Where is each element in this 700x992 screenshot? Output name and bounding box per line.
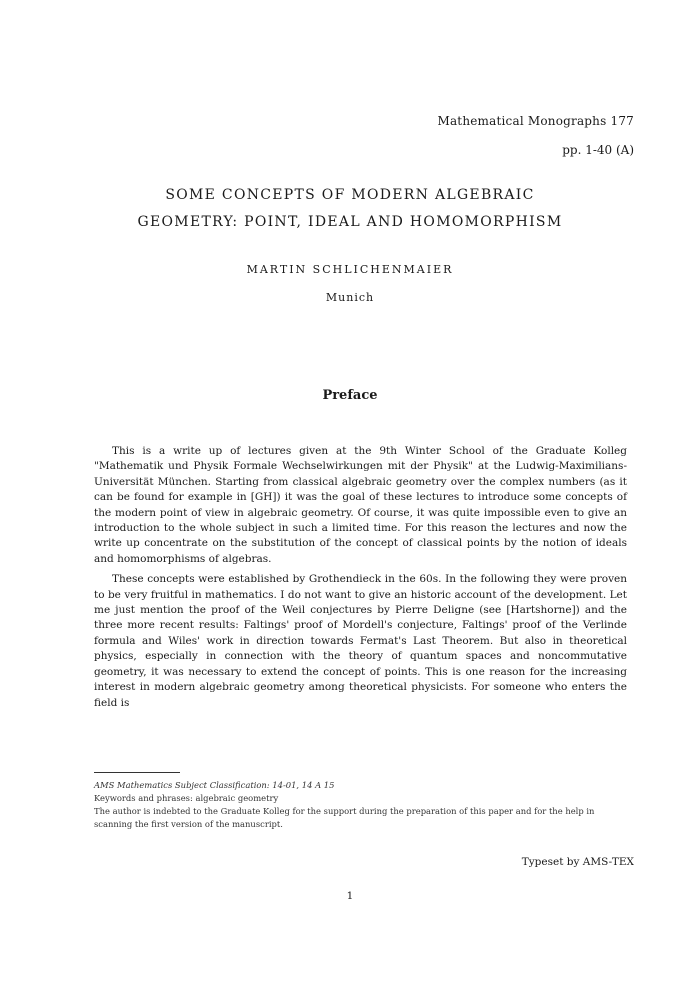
title-line-1: SOME CONCEPTS OF MODERN ALGEBRAIC: [165, 187, 535, 203]
section-heading: Preface: [322, 388, 378, 403]
footnotes: [94, 779, 627, 831]
author-name: MARTIN SCHLICHENMAIER: [246, 263, 454, 276]
body-text: [94, 444, 627, 716]
author-affiliation: Munich: [325, 291, 375, 304]
paragraph-1: This is a write up of lectures given at the 9th Winter School of the Graduate Kolleg "Mathematik und Physik Formale Wechselwirkungen mit der Physik" at the Ludwig-Maximilians-Universität München. Starting from classical algebraic geometry over the complex numbers (as it can be found for example in [GH]) it was the goal of these lectures to introduce some concepts of the modern point of view in algebraic geometry. Of course, it was quite impossible even to give an introduction to the whole subject in such a limited time. For this reason the lectures and now the write up concentrate on the substitution of the concept of classical points by the notion of ideals and homomorphisms of algebras.: [94, 445, 627, 565]
paper-title: [0, 182, 700, 236]
series-label: Mathematical Monographs 177: [437, 114, 634, 128]
footnote-1: AMS Mathematics Subject Classification: 14-01, 14 A 15: [94, 780, 335, 790]
footnote-3: The author is indebted to the Graduate Kolleg for the support during the preparation of this paper and for the help in scanning the first version of the manuscript.: [94, 806, 595, 829]
footnote-rule: [94, 772, 180, 773]
title-line-2: GEOMETRY: POINT, IDEAL AND HOMOMORPHISM: [137, 214, 563, 230]
footnote-2: Keywords and phrases: algebraic geometry: [94, 793, 279, 803]
page-number: 1: [346, 890, 354, 902]
typeset-note: Typeset by AMS-TEX: [521, 856, 634, 868]
paragraph-2: These concepts were established by Grothendieck in the 60s. In the following they were proven to be very fruitful in mathematics. I do not want to give an historic account of the development. Let me just mention the proof of the Weil conjectures by Pierre Deligne (see [Hartshorne]) and the three more recent results: Faltings' proof of Mordell's conjecture, Faltings' proof of the Verlinde formula and Wiles' work in direction towards Fermat's Last Theorem. But also in theoretical physics, especially in connection with the theory of quantum spaces and noncommutative geometry, it was necessary to extend the concept of points. This is one reason for the increasing interest in modern algebraic geometry among theoretical physicists. For someone who enters the field is: [94, 573, 627, 709]
pages-reference: pp. 1-40 (A): [562, 143, 634, 157]
